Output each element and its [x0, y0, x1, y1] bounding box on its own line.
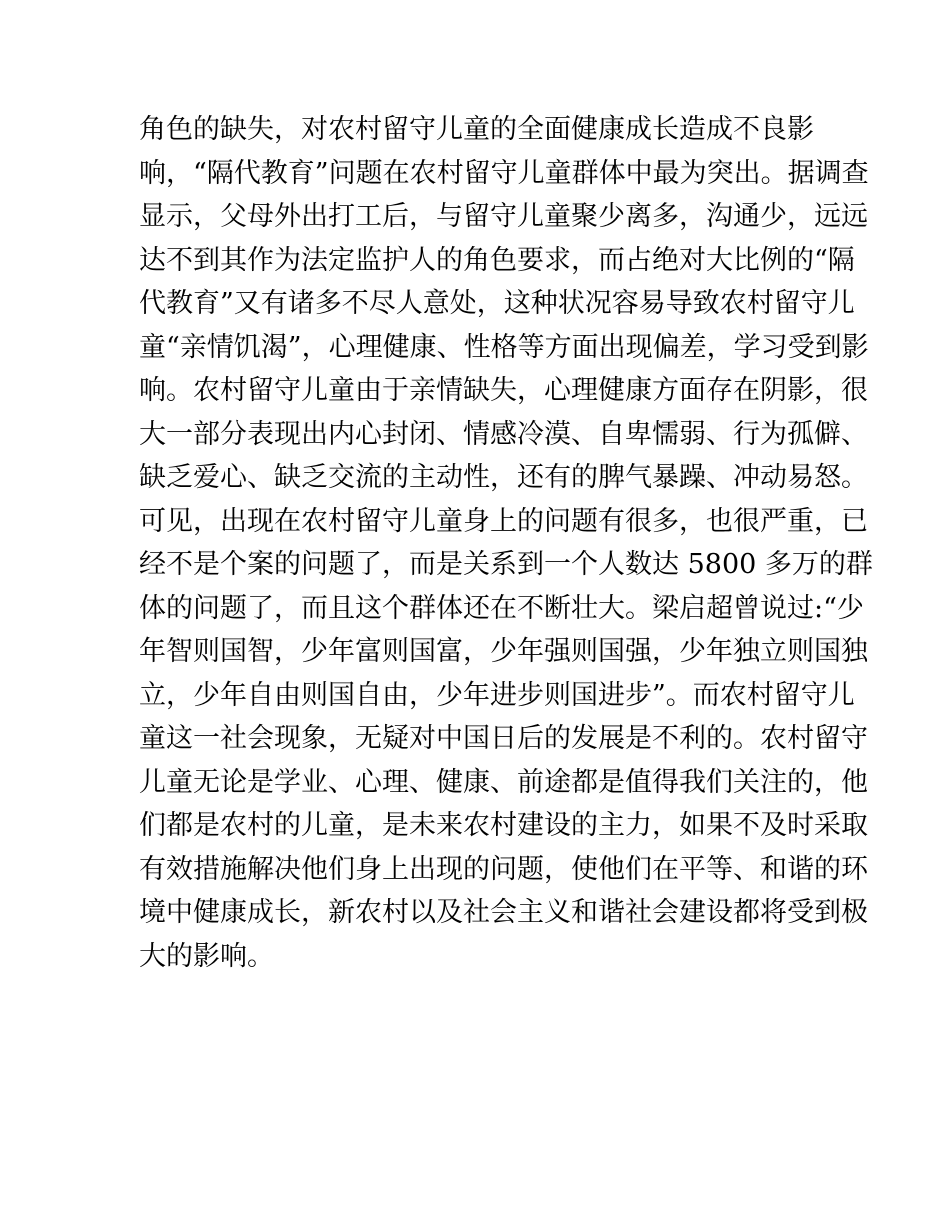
text-line: 代教育”又有诸多不尽人意处，这种状况容易导致农村留守儿 [139, 288, 855, 319]
text-line: 童“亲情饥渴”，心理健康、性格等方面出现偏差，学习受到影 [139, 331, 869, 363]
text-line: 大的影响。 [139, 940, 274, 972]
text-line: 大一部分表现出内心封闭、情感冷漠、自卑懦弱、行为孤僻、 [139, 418, 868, 450]
text-line: 缺乏爱心、缺乏交流的主动性，还有的脾气暴躁、冲动易怒。 [139, 462, 868, 493]
body-paragraph [139, 108, 873, 978]
text-line: 有效措施解决他们身上出现的问题，使他们在平等、和谐的环 [139, 853, 868, 885]
text-line: 体的问题了，而且这个群体还在不断壮大。梁启超曾说过:“少 [139, 592, 864, 624]
text-line: 们都是农村的儿童，是未来农村建设的主力，如果不及时采取 [139, 810, 868, 841]
text-line: 响。农村留守儿童由于亲情缺失，心理健康方面存在阴影，很 [139, 375, 868, 406]
text-line: 儿童无论是学业、心理、健康、前途都是值得我们关注的，他 [139, 766, 868, 798]
text-line: 角色的缺失，对农村留守儿童的全面健康成长造成不良影 [139, 114, 814, 145]
text-line: 年智则国智，少年富则国富，少年强则国强，少年独立则国独 [139, 636, 868, 667]
text-line: 响，“隔代教育”问题在农村留守儿童群体中最为突出。据调查 [139, 157, 869, 189]
text-line: 可见，出现在农村留守儿童身上的问题有很多，也很严重，已 [139, 505, 868, 537]
text-line: 境中健康成长，新农村以及社会主义和谐社会建设都将受到极 [139, 897, 868, 928]
text-line: 童这一社会现象，无疑对中国日后的发展是不利的。农村留守 [139, 723, 868, 754]
text-line: 立，少年自由则国自由，少年进步则国进步”。而农村留守儿 [139, 679, 855, 711]
text-line: 达不到其作为法定监护人的角色要求，而占绝对大比例的“隔 [139, 244, 855, 276]
text-line: 经不是个案的问题了，而是关系到一个人数达 5800 多万的群 [139, 549, 873, 580]
text-line: 显示，父母外出打工后，与留守儿童聚少离多，沟通少，远远 [139, 201, 868, 232]
